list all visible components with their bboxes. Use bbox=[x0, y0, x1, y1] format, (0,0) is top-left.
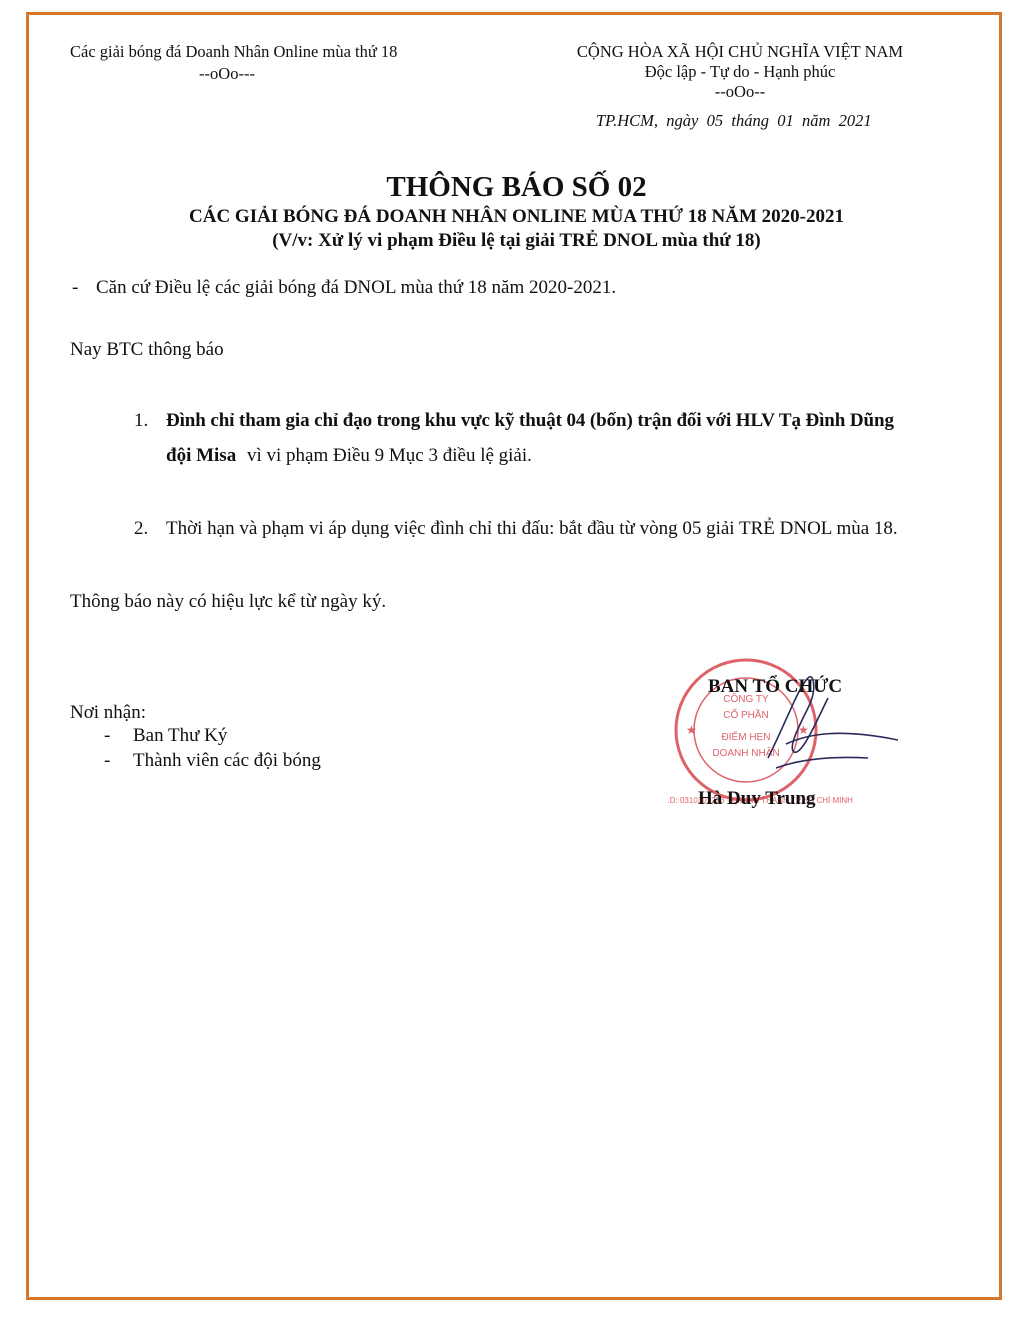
basis-dash: - bbox=[72, 277, 79, 298]
item-2-number: 2. bbox=[134, 518, 149, 539]
item-1-team: đội Misa bbox=[166, 445, 237, 466]
date-line: TP.HCM, ngày 05 tháng 01 năm 2021 bbox=[596, 111, 872, 130]
item-1-line-1: Đình chỉ tham gia chỉ đạo trong khu vực kỹ thuật 04 (bốn) trận đối với HLV Tạ Đình Dũng bbox=[166, 410, 894, 431]
organizer-name: Các giải bóng đá Doanh Nhân Online mùa thứ 18 bbox=[70, 42, 398, 61]
effective-notice: Thông báo này có hiệu lực kể từ ngày ký. bbox=[70, 591, 387, 612]
svg-text:★: ★ bbox=[686, 723, 697, 737]
recipient-1-dash: - bbox=[104, 725, 111, 746]
recipients-label: Nơi nhận: bbox=[70, 702, 147, 723]
recipient-2-dash: - bbox=[104, 750, 111, 771]
item-1-line-2 bbox=[166, 445, 532, 467]
national-motto: Độc lập - Tự do - Hạnh phúc bbox=[644, 62, 836, 81]
stamp-line-3: ĐIỂM HẸN bbox=[721, 732, 771, 743]
right-separator: --oOo-- bbox=[714, 82, 766, 101]
signer-name: Hà Duy Trung bbox=[698, 788, 816, 809]
basis-text: Căn cứ Điều lệ các giải bóng đá DNOL mùa thứ 18 năm 2020-2021. bbox=[96, 277, 617, 298]
recipient-2: Thành viên các đội bóng bbox=[133, 750, 321, 771]
recipient-1: Ban Thư Ký bbox=[133, 725, 228, 746]
item-2-text: Thời hạn và phạm vi áp dụng việc đình chỉ thi đấu: bắt đầu từ vòng 05 giải TRẺ DNOL mùa 18. bbox=[166, 518, 898, 539]
intro-text: Nay BTC thông báo bbox=[70, 339, 224, 360]
svg-text:★: ★ bbox=[798, 723, 809, 737]
country-name: CỘNG HÒA XÃ HỘI CHỦ NGHĨA VIỆT NAM bbox=[576, 42, 904, 61]
document-title: THÔNG BÁO SỐ 02 bbox=[386, 171, 647, 203]
stamp-line-2: CỔ PHẦN bbox=[723, 710, 769, 721]
document-subtitle: CÁC GIẢI BÓNG ĐÁ DOANH NHÂN ONLINE MÙA THỨ 18 NĂM 2020-2021 bbox=[189, 206, 844, 227]
stamp-ring-text: .D: 0310301223 · Q.BÌNH THẠNH TP.HỒ CHÍ MINH bbox=[668, 796, 853, 805]
stamp-line-4: DOANH NHÂN bbox=[712, 748, 780, 759]
organizer-role: BAN TỔ CHỨC bbox=[708, 676, 843, 697]
stamp-line-1: CÔNG TY bbox=[723, 694, 769, 705]
left-separator: --oOo--- bbox=[199, 64, 255, 83]
item-1-reason: vì vi phạm Điều 9 Mục 3 điều lệ giải. bbox=[246, 445, 532, 466]
item-1-number: 1. bbox=[134, 410, 149, 431]
document-subject: (V/v: Xử lý vi phạm Điều lệ tại giải TRẺ DNOL mùa thứ 18) bbox=[272, 230, 761, 251]
